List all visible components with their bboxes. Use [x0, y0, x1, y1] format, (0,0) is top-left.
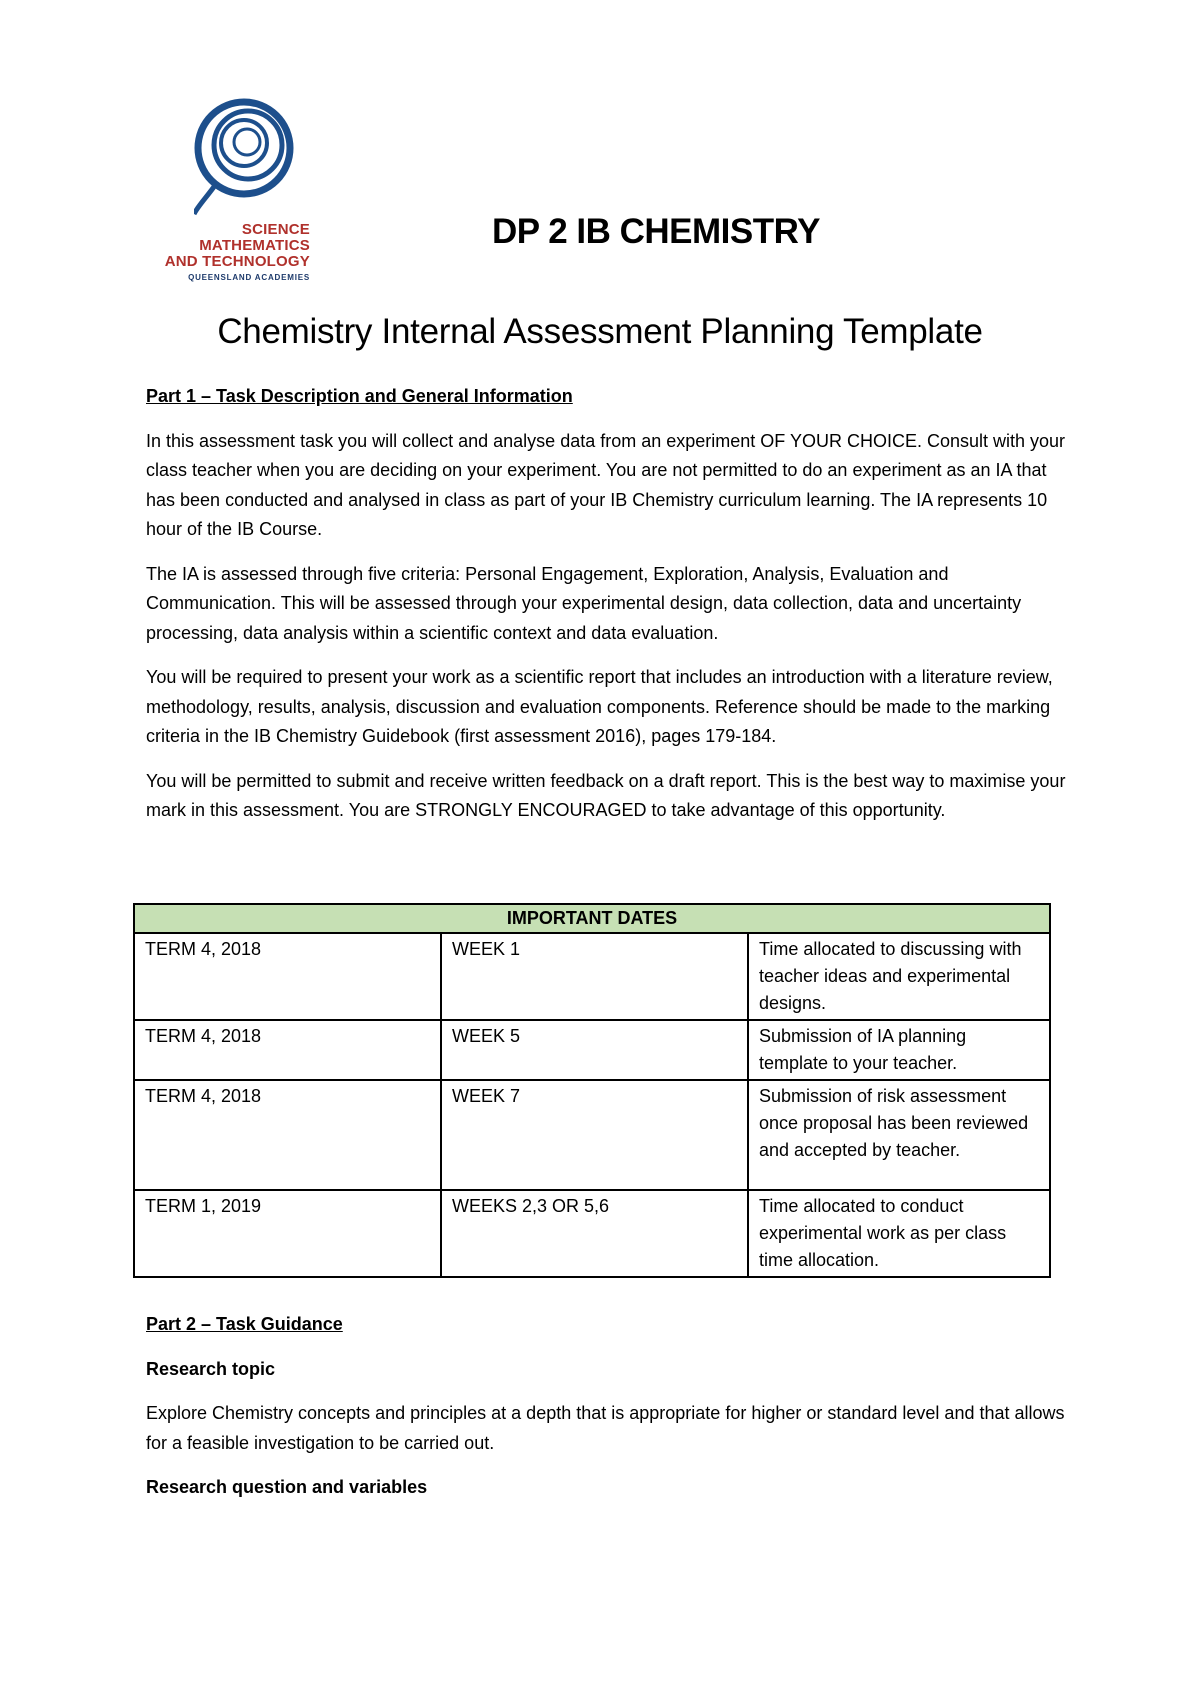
part1-paragraph: The IA is assessed through five criteria: Personal Engagement, Exploration, Analysis, Evaluation and Communication. This will be assessed through your experimental design, data collection, data and uncertainty processing, data analysis within a scientific context and data evaluation. — [146, 563, 1022, 643]
part1-paragraph: You will be required to present your work as a scientific report that includes an introduction with a literature review, methodology, results, analysis, discussion and evaluation components. Reference should be made to the marking criteria in the IB Chemistry Guidebook (first assessment 2016), pages 179-184. — [146, 667, 1053, 746]
term-cell: TERM 4, 2018 — [134, 933, 441, 1020]
part1-paragraph: In this assessment task you will collect and analyse data from an experiment OF YOUR CHOICE. Consult with your class teacher when you are deciding on your experiment. You are not permitted to do an experiment as an IA that has been conducted and analysed in class as part of your IB Chemistry curriculum learning. The IA represents 10 hour of the IB Course. — [146, 430, 1066, 539]
week-cell: WEEK 5 — [441, 1020, 748, 1080]
term-cell: TERM 1, 2019 — [134, 1190, 441, 1277]
research-topic-heading: Research topic — [146, 1358, 276, 1379]
description-cell: Submission of IA planning template to your teacher. — [748, 1020, 1050, 1080]
week-cell: WEEK 7 — [441, 1080, 748, 1190]
term-cell: TERM 4, 2018 — [134, 1080, 441, 1190]
document-title: Chemistry Internal Assessment Planning Template — [217, 312, 983, 351]
logo-line-academies: QUEENSLAND ACADEMIES — [188, 273, 310, 282]
table-row — [134, 1020, 1050, 1080]
part1-paragraph: You will be permitted to submit and receive written feedback on a draft report. This is the best way to maximise your mark in this assessment. You are STRONGLY ENCOURAGED to take advantage of this opportunity. — [146, 770, 1066, 820]
term-cell: TERM 4, 2018 — [134, 1020, 441, 1080]
spiral-logo-icon — [194, 98, 294, 216]
week-cell: WEEKS 2,3 OR 5,6 — [441, 1190, 748, 1277]
table-header: IMPORTANT DATES — [134, 904, 1050, 933]
logo-line-mathematics: MATHEMATICS — [199, 237, 310, 254]
part1-section — [146, 382, 1066, 841]
logo-line-technology: AND TECHNOLOGY — [164, 253, 310, 270]
part2-heading: Part 2 – Task Guidance — [146, 1314, 343, 1334]
course-heading: DP 2 IB CHEMISTRY — [492, 212, 820, 251]
table-row — [134, 1190, 1050, 1277]
part1-heading: Part 1 – Task Description and General Information — [146, 386, 573, 406]
research-topic-text: Explore Chemistry concepts and principles at a depth that is appropriate for higher or standard level and that allows for a feasible investigation to be carried out. — [146, 1403, 1065, 1453]
description-cell: Submission of risk assessment once proposal has been reviewed and accepted by teacher. — [748, 1080, 1050, 1190]
school-logo — [144, 98, 314, 288]
important-dates-table — [133, 903, 1051, 1278]
table-row — [134, 933, 1050, 1020]
description-cell: Time allocated to discussing with teacher ideas and experimental designs. — [748, 933, 1050, 1020]
part2-section — [146, 1310, 1066, 1518]
logo-line-science: SCIENCE — [241, 221, 310, 238]
description-cell: Time allocated to conduct experimental work as per class time allocation. — [748, 1190, 1050, 1277]
week-cell: WEEK 1 — [441, 933, 748, 1020]
table-row — [134, 1080, 1050, 1190]
research-question-heading: Research question and variables — [146, 1477, 428, 1497]
